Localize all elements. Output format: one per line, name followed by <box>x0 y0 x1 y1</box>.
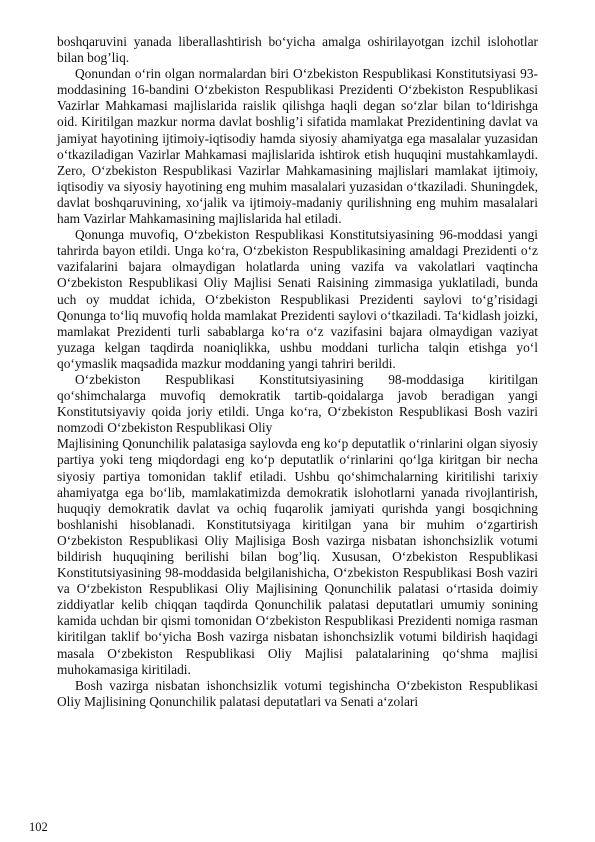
paragraph-5: Majlisining Qonunchilik palatasiga saylovda eng ko‘p deputatlik o‘rinlarini olgan siyosiy partiya yoki teng miqdordagi eng ko‘p deputatlik o‘rinlarini qo‘lga kiritgan bir necha siyosiy partiya tomonidan taklif etiladi. Ushbu qo‘shimchalarning kiritilishi tarixiy ahamiyatga ega bo‘lib, mamlakatimizda demokratik islohotlarni yanada rivojlantirish, huquqiy demokratik davlat va ochiq fuqarolik jamiyati qurishda yangi bosqichning boshlanishi hisoblanadi. Konstitutsiyaga kiritilgan yana bir muhim o‘zgartirish O‘zbekiston Respublikasi Oliy Majlisiga Bosh vazirga nisbatan ishonchsizlik votumi bildirish huquqining berilishi bilan bog’liq. Xususan, O‘zbekiston Respublikasi Konstitutsiyasining 98-moddasida belgilanishicha, O‘zbekiston Respublikasi Bosh vaziri va O‘zbekiston Respublikasi Oliy Majlisining Qonunchilik palatasi o‘rtasida doimiy ziddiyatlar kelib chiqqan taqdirda Qonunchilik palatasi deputatlari umumiy sonining kamida uchdan bir qismi tomonidan O‘zbekiston Respublikasi Prezidenti nomiga rasman kiritilgan taklif bo‘yicha Bosh vazirga nisbatan ishonchsizlik votumi bildirish haqidagi masala O‘zbekiston Respublikasi Oliy Majlisi palatalarining qo‘shma majlisi muhokamasiga kiritiladi. <box>57 436 538 677</box>
paragraph-1: boshqaruvini yanada liberallashtirish bo‘yicha amalga oshirilayotgan izchil islohotlar bilan bog’liq. <box>57 34 538 66</box>
document-body <box>57 34 538 710</box>
paragraph-2: Qonundan o‘rin olgan normalardan biri O‘zbekiston Respublikasi Konstitutsiyasi 93-moddasining 16-bandini O‘zbekiston Respublikasi Prezidenti O‘zbekiston Respublikasi Vazirlar Mahkamasi majlislarida raislik qilishga haqli degan so‘zlar bilan to‘ldirishga oid. Kiritilgan mazkur norma davlat boshlig’i sifatida mamlakat Prezidentining davlat va jamiyat hayotining ijtimoiy-iqtisodiy hamda siyosiy ahamiyatga ega masalalar yuzasidan o‘tkaziladigan Vazirlar Mahkamasi majlislarida ishtirok etish huquqini mustahkamlaydi. Zero, O‘zbekiston Respublikasi Vazirlar Mahkamasining majlislari mamlakat ijtimoiy, iqtisodiy va siyosiy hayotining eng muhim masalalari yuzasidan o‘tkaziladi. Shuningdek, davlat boshqaruvining, xo‘jalik va ijtimoiy-madaniy qurilishning eng muhim masalalari ham Vazirlar Mahkamasining majlislarida hal etiladi. <box>57 66 538 227</box>
paragraph-6: Bosh vazirga nisbatan ishonchsizlik votumi tegishincha O‘zbekiston Respublikasi Oliy Majlisining Qonunchilik palatasi deputatlari va Senati a‘zolari <box>57 677 538 709</box>
paragraph-3: Qonunga muvofiq, O‘zbekiston Respublikasi Konstitutsiyasining 96-moddasi yangi tahrirda bayon etildi. Unga ko‘ra, O‘zbekiston Respublikasining amaldagi Prezidenti o‘z vazifalarini bajara olmaydigan holatlarda uning vazifa va vakolatlari vaqtincha O‘zbekiston Respublikasi Oliy Majlisi Senati Raisining zimmasiga yuklatiladi, bunda uch oy muddat ichida, O‘zbekiston Respublikasi Prezidenti saylovi to‘g’risidagi Qonunga to‘liq muvofiq holda mamlakat Prezidenti saylovi o‘tkaziladi. Ta‘kidlash joizki, mamlakat Prezidenti turli sabablarga ko‘ra o‘z vazifasini bajara olmaydigan vaziyat yuzaga kelgan taqdirda noaniqlikka, ushbu moddani turlicha talqin etishga yo‘l qo‘ymaslik maqsadida mazkur moddaning yangi tahriri berildi. <box>57 227 538 371</box>
page-number: 102 <box>29 820 48 834</box>
paragraph-4: O‘zbekiston Respublikasi Konstitutsiyasining 98-moddasiga kiritilgan qo‘shimchalarga muvofiq demokratik tartib-qoidalarga javob beradigan yangi Konstitutsiyaviy qoida joriy etildi. Unga ko‘ra, O‘zbekiston Respublikasi Bosh vaziri nomzodi O‘zbekiston Respublikasi Oliy <box>57 371 538 436</box>
